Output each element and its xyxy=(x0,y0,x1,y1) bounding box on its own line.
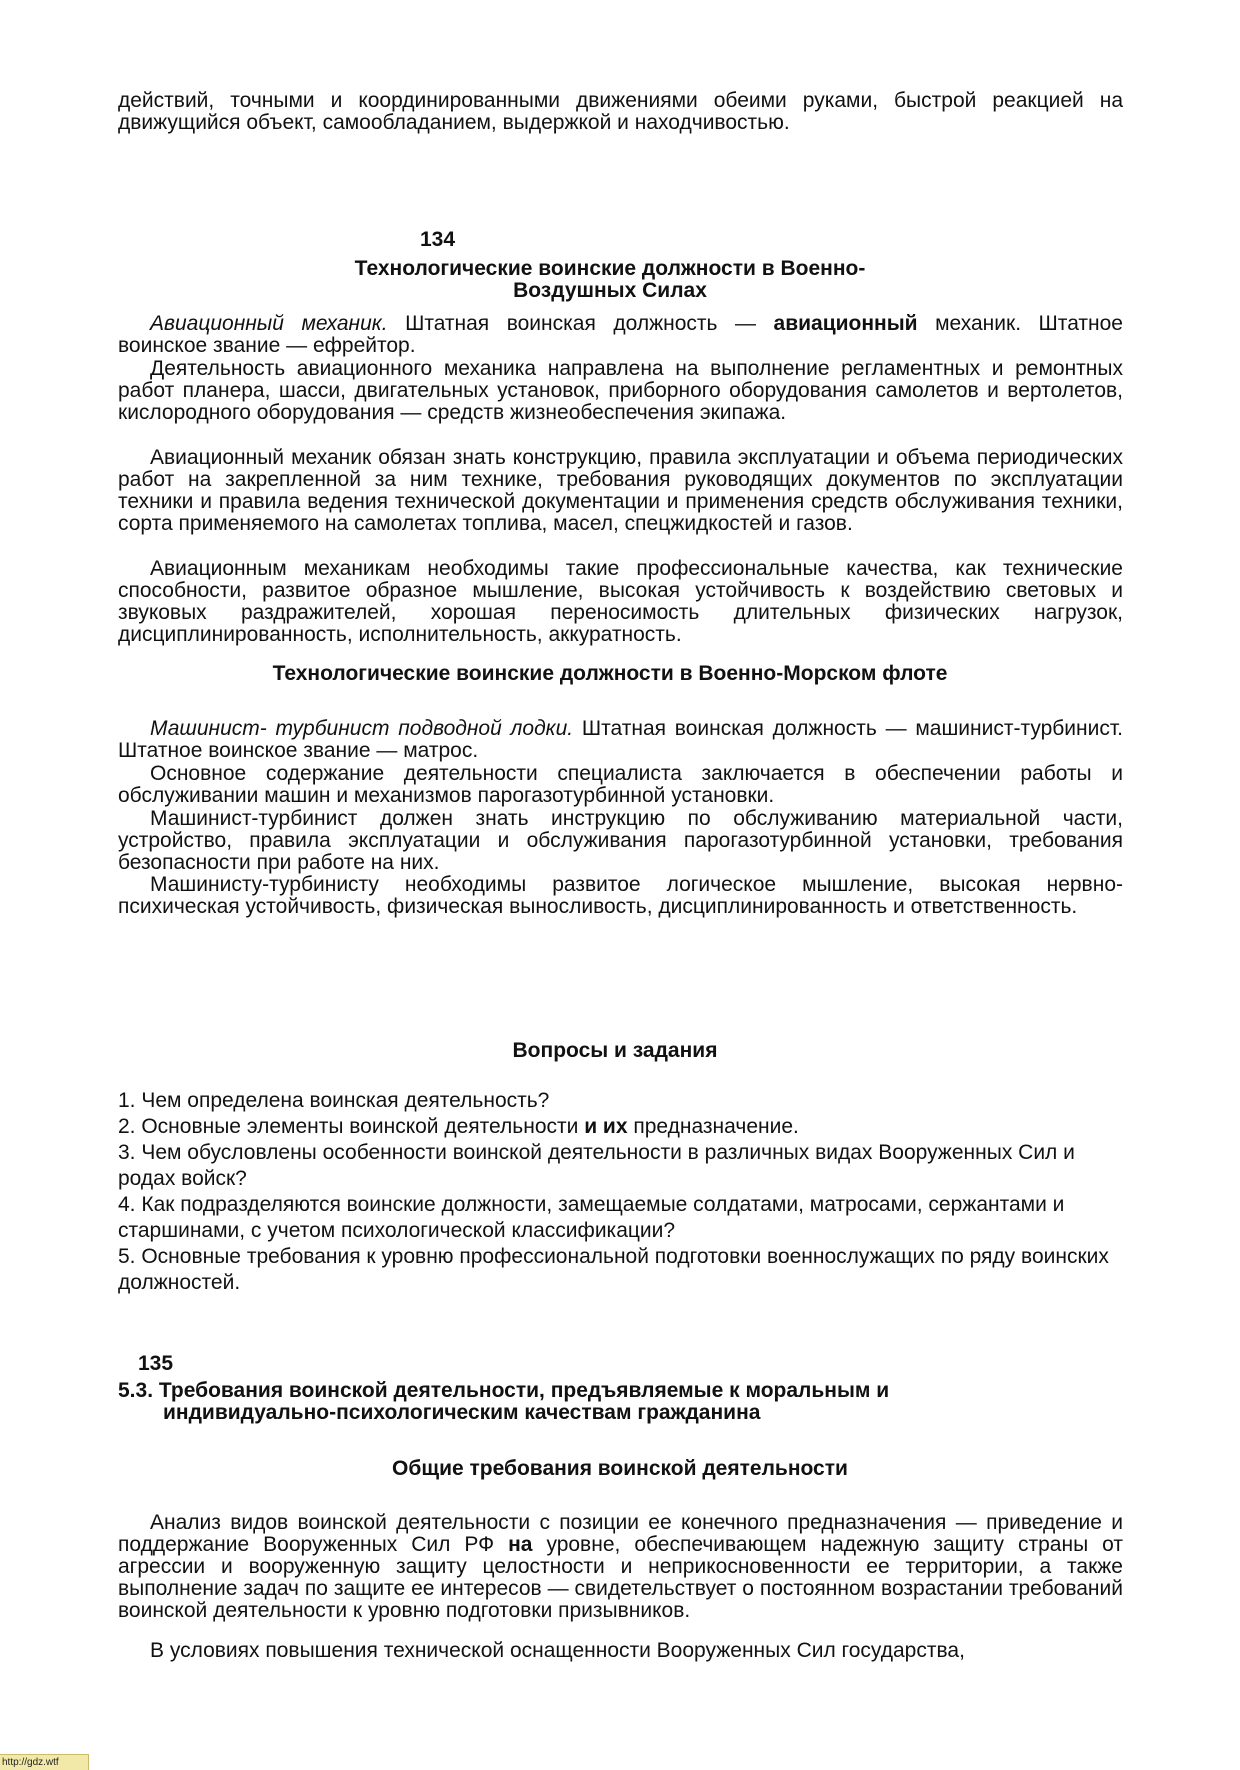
section-heading-5-3: 5.3. Требования воинской деятельности, предъявляемые к моральным и индивидуально-психологическим качествам гражданина xyxy=(118,1379,890,1424)
turbinist-activity: Основное содержание деятельности специалиста заключается в обеспечении работы и обслуживании машин и механизмов парогазотурбинной установки. xyxy=(118,762,1123,807)
air-mechanic-title: Авиационный механик. xyxy=(150,312,388,335)
air-mechanic-intro: Авиационный механик. Штатная воинская должность — авиационный механик. Штатное воинское звание — ефрейтор. xyxy=(118,312,1123,357)
questions-list xyxy=(118,1088,1123,1296)
air-mechanic-activity: Деятельность авиационного механика направлена на выполнение регламентных и ремонтных работ планера, шасси, двигательных установок, приборного оборудования самолетов и вертолетов, кислородного оборудования — средств жизнеобеспечения экипажа. xyxy=(118,357,1123,424)
question-2: 2. Основные элементы воинской деятельности и их предназначение. xyxy=(118,1115,799,1138)
question-1: 1. Чем определена воинская деятельность? xyxy=(118,1089,550,1112)
question-3: 3. Чем обусловлены особенности воинской деятельности в различных видах Вооруженных Сил и родах войск? xyxy=(118,1141,1075,1190)
source-link[interactable]: http://gdz.wtf xyxy=(0,1754,89,1770)
question-4: 4. Как подразделяются воинские должности, замещаемые солдатами, матросами, сержантами и старшинами, с учетом психологической классификации? xyxy=(118,1193,1065,1242)
question-5: 5. Основные требования к уровню профессиональной подготовки военнослужащих по ряду воинских должностей. xyxy=(118,1245,1109,1294)
tech-equipment-paragraph: В условиях повышения технической оснащенности Вооруженных Сил государства, xyxy=(150,1639,965,1662)
air-mechanic-knowledge: Авиационный механик обязан знать конструкцию, правила эксплуатации и объема периодических работ на закрепленной за ним технике, требования руководящих документов по эксплуатации техники и правила ведения технической документации и применения средств обслуживания техники, сорта применяемого на самолетах топлива, масел, спецжидкостей и газов. xyxy=(118,446,1123,535)
air-mechanic-qualities: Авиационным механикам необходимы такие профессиональные качества, как технические способности, развитое образное мышление, высокая устойчивость к воздействию световых и звуковых раздражителей, хорошая переносимость длительных физических нагрузок, дисциплинированность, исполнительность, аккуратность. xyxy=(118,557,1123,646)
turbinist-intro: Машинист- турбинист подводной лодки. Штатная воинская должность — машинист-турбинист. Штатное воинское звание — матрос. xyxy=(118,717,1123,762)
heading-navy: Технологические воинские должности в Военно-Морском флоте xyxy=(272,662,948,685)
sub-heading-general: Общие требования воинской деятельности xyxy=(392,1457,848,1480)
questions-heading: Вопросы и задания xyxy=(512,1039,718,1062)
turbinist-qualities: Машинисту-турбинисту необходимы развитое логическое мышление, высокая нервно-психическая устойчивость, физическая выносливость, дисциплинированность и ответственность. xyxy=(118,873,1123,918)
page-number-135: 135 xyxy=(138,1352,174,1375)
general-analysis-paragraph: Анализ видов воинской деятельности с позиции ее конечного предназначения — приведение и поддержание Вооруженных Сил РФ на уровне, обеспечивающем надежную защиту страны от агрессии и вооруженную защиту целостности и неприкосновенности ее территории, а также выполнение задач по защите ее интересов — свидетельствует о постоянном возрастании требований воинской деятельности к уровню подготовки призывников. xyxy=(118,1511,1123,1622)
turbinist-knowledge: Машинист-турбинист должен знать инструкцию по обслуживанию материальной части, устройство, правила эксплуатации и обслуживания парогазотурбинной установки, требования безопасности при работе на них. xyxy=(118,807,1123,874)
turbinist-title: Машинист- турбинист подводной лодки. xyxy=(150,717,574,740)
page-number-134: 134 xyxy=(420,228,456,251)
heading-air-force: Технологические воинские должности в Военно-Воздушных Силах xyxy=(354,257,866,302)
top-paragraph: действий, точными и координированными движениями обеими руками, быстрой реакцией на движущийся объект, самообладанием, выдержкой и находчивостью. xyxy=(118,89,1123,134)
